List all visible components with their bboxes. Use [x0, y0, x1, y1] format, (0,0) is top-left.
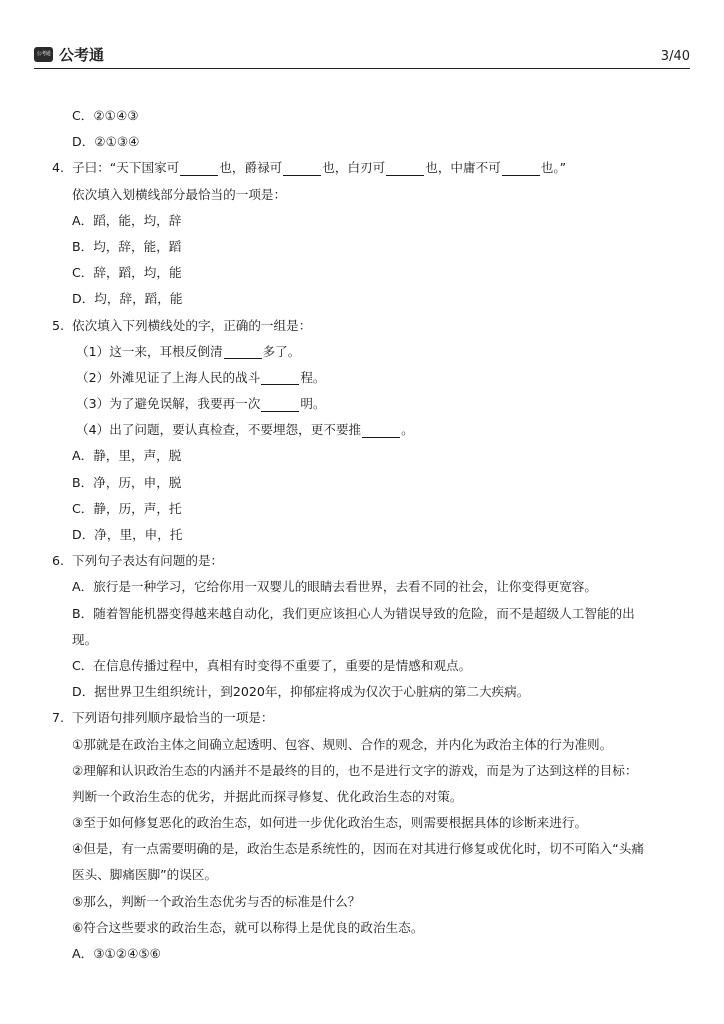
blank-line [180, 162, 218, 176]
q5-option-b: B．净，历，申，脱 [72, 474, 182, 490]
q6-stem [52, 548, 692, 574]
q3-option-c: C．②①④③ [72, 108, 139, 123]
q4-stem-part: 也，中庸不可 [425, 160, 501, 176]
q5-item-text: （2）外滩见证了上海人民的战斗 [76, 369, 261, 385]
blank-line [261, 371, 299, 385]
q5-prompt: 依次填入下列横线处的字，正确的一组是： [72, 317, 312, 333]
blank-line [362, 424, 400, 438]
q5-item-text: （4）出了问题，要认真检查，不要埋怨，更不要推 [76, 422, 362, 438]
q4-option-c: C．辞，蹈，均，能 [72, 265, 182, 281]
q5-option-c: C．静，历，声，托 [72, 500, 182, 516]
q7-number: 7. [52, 710, 65, 726]
q6-prompt: 下列句子表达有问题的是： [72, 553, 224, 569]
logo-icon: 公考通 [34, 47, 53, 62]
q5-item-text: （1）这一来，耳根反倒清 [76, 343, 223, 359]
q5-item-text: （3）为了避免误解，我要再一次 [76, 396, 261, 412]
brand-name: 公考通 [59, 46, 105, 64]
q5-option-a: A．静，里，声，脱 [72, 448, 182, 464]
q5-item-1 [52, 339, 692, 365]
q5-item-4 [52, 417, 692, 443]
q7-sentence-3: ③至于如何修复恶化的政治生态，如何进一步优化政治生态，则需要根据具体的诊断来进行。 [72, 815, 588, 831]
q7-prompt: 下列语句排列顺序最恰当的一项是： [72, 710, 274, 726]
q4-prompt: 依次填入划横线部分最恰当的一项是： [72, 186, 287, 202]
q6-option-d: D．据世界卫生组织统计，到2020年，抑郁症将成为仅次于心脏病的第二大疾病。 [72, 684, 530, 700]
q5-item-3 [52, 391, 692, 417]
document-body [52, 103, 692, 967]
blank-line [386, 162, 424, 176]
blank-line [224, 345, 262, 359]
q5-item-2 [52, 365, 692, 391]
q6-option-a: A．旅行是一种学习，它给你用一双婴儿的眼睛去看世界，去看不同的社会，让你变得更宽容。 [72, 579, 597, 595]
q4-stem-part: 也，爵禄可 [219, 160, 283, 176]
q4-stem-part: 也，白刃可 [322, 160, 386, 176]
q6-number: 6. [52, 553, 65, 569]
q5-option-d: D．净，里，申，托 [72, 527, 183, 542]
blank-line [283, 162, 321, 176]
page-header [34, 44, 690, 69]
q7-sentence-4: ④但是，有一点需要明确的是，政治生态是系统性的，因而在对其进行修复或优化时，切不可陷入“头痛 [72, 841, 644, 857]
q7-stem [52, 705, 692, 731]
q7-sentence-4-cont: 医头、脚痛医脚”的误区。 [72, 867, 218, 883]
q4-option-a: A．蹈，能，均，辞 [72, 212, 182, 228]
blank-line [261, 398, 299, 412]
q6-option-c: C．在信息传播过程中，真相有时变得不重要了，重要的是情感和观点。 [72, 657, 472, 673]
q7-sentence-2-cont: 判断一个政治生态的优劣，并据此而探寻修复、优化政治生态的对策。 [72, 788, 463, 804]
q7-sentence-6: ⑥符合这些要求的政治生态，就可以称得上是优良的政治生态。 [72, 919, 424, 935]
q5-item-text: 多了。 [262, 343, 301, 359]
q6-option-b-cont: 现。 [72, 631, 98, 647]
q4-stem-part: 也。” [540, 160, 567, 176]
q7-option-a: A．③①②④⑤⑥ [72, 946, 161, 961]
q5-stem [52, 313, 692, 339]
q4-option-d: D．均，辞，蹈，能 [72, 291, 183, 307]
q7-sentence-5: ⑤那么，判断一个政治生态优劣与否的标准是什么？ [72, 893, 361, 909]
q7-sentence-2: ②理解和认识政治生态的内涵并不是最终的目的，也不是进行文字的游戏，而是为了达到这样的目标： [72, 762, 638, 778]
q3-option-d: D．②①③④ [72, 134, 140, 150]
q4-stem [52, 155, 692, 181]
q6-option-b: B．随着智能机器变得越来越自动化，我们更应该担心人为错误导致的危险，而不是超级人工智能的出 [72, 605, 635, 621]
q4-option-b: B．均，辞，能，蹈 [72, 238, 182, 254]
q5-number: 5. [52, 317, 65, 333]
blank-line [502, 162, 540, 176]
q4-number: 4. [52, 160, 65, 176]
q5-item-text: 程。 [300, 369, 326, 385]
q5-item-text: 明。 [300, 396, 326, 412]
q4-stem-part: 子曰：“天下国家可 [72, 160, 180, 176]
page-number: 3/40 [660, 49, 690, 64]
q7-sentence-1: ①那就是在政治主体之间确立起透明、包容、规则、合作的观念，并内化为政治主体的行为准则。 [72, 736, 613, 752]
q5-item-text: 。 [401, 422, 414, 438]
